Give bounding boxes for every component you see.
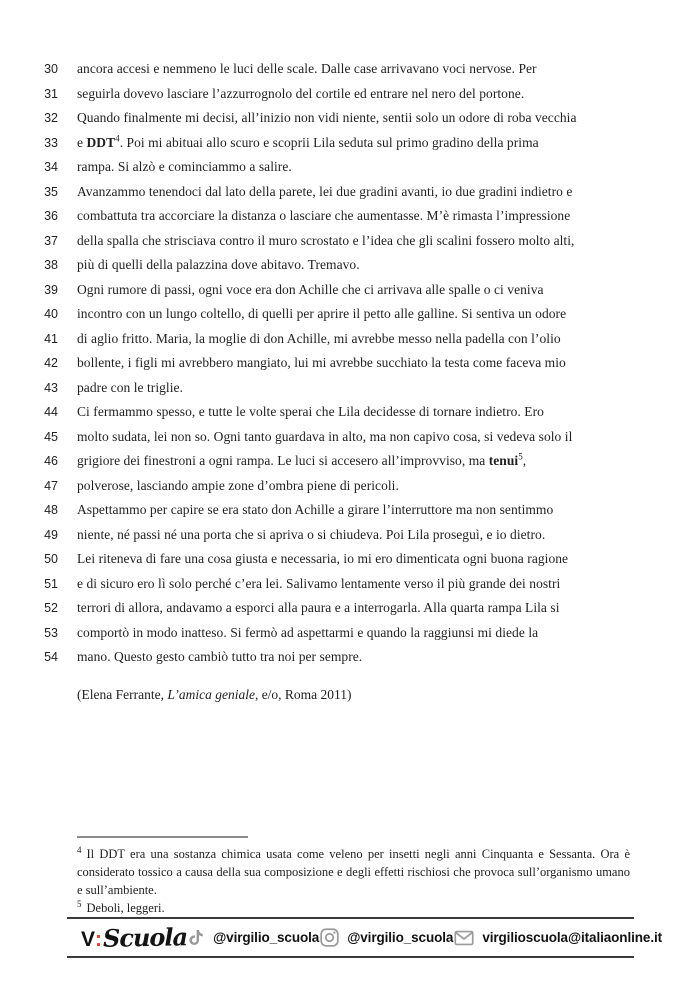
line-text: seguirla dovevo lasciare l’azzurrognolo del cortile ed entrare nel nero del portone. (77, 85, 525, 101)
line-number: 48 (44, 503, 58, 517)
text-line (0, 351, 698, 376)
text-line (0, 572, 698, 597)
line-text: Ci fermammo spesso, e tutte le volte sperai che Lila decidesse di tornare indietro. Ero (77, 404, 544, 419)
line-text: padre con le triglie. (77, 379, 184, 395)
logo-letter-v: V (81, 928, 96, 951)
text-line (0, 449, 698, 474)
line-number: 42 (44, 356, 58, 370)
text-line (0, 645, 698, 670)
line-text: terrori di allora, andavamo a esporci alla paura e a interrogarla. Alla quarta rampa Lila si (77, 600, 560, 615)
footnotes-list (77, 845, 630, 917)
line-text: mano. Questo gesto cambiò tutto tra noi per sempre. (77, 649, 363, 664)
text-line (0, 596, 698, 621)
instagram-contact[interactable] (319, 927, 453, 948)
text-line (0, 253, 698, 278)
line-number: 53 (44, 625, 58, 640)
text-line (0, 474, 698, 499)
footnote (77, 899, 630, 917)
line-number: 43 (44, 380, 58, 395)
line-text: comportò in modo inatteso. Si fermò ad aspettarmi e quando la raggiunsi mi diede la (77, 624, 539, 640)
text-line (0, 82, 698, 107)
tiktok-icon (187, 928, 206, 947)
text-body (0, 57, 698, 670)
text-line (0, 621, 698, 646)
line-text: combattuta tra accorciare la distanza o lasciare che aumentasse. M’è rimasta l’impressione (77, 208, 571, 223)
text-line (0, 229, 698, 254)
line-text: e DDT$^4$. Poi mi abituai allo scuro e scoprii Lila seduta sul primo gradino della prima (77, 133, 539, 150)
line-text: bollente, i figli mi avrebbero mangiato, lui mi avrebbe succhiato la testa come faceva mio (77, 355, 566, 370)
text-line (0, 131, 698, 156)
line-text: della spalla che strisciava contro il muro scrostato e l’idea che gli scalini fossero molto alti, (77, 232, 575, 248)
line-number: 52 (44, 601, 58, 615)
text-line (0, 106, 698, 131)
text-line (0, 425, 698, 450)
line-text: Lei riteneva di fare una cosa giusta e necessaria, io mi ero dimenticata ogni buona ragione (77, 551, 569, 566)
footnote-text: Deboli, leggeri. (86, 901, 165, 915)
line-number: 36 (44, 209, 58, 223)
line-number: 37 (44, 233, 58, 248)
line-text: incontro con un lungo coltello, di quelli per aprire il petto alle galline. Si sentiva un odore (77, 306, 567, 321)
text-area (0, 57, 698, 705)
line-number: 45 (44, 429, 58, 444)
line-number: 33 (44, 135, 58, 150)
line-number: 47 (44, 478, 58, 493)
line-text: Avanzammo tenendoci dal lato della parete, lei due gradini avanti, io due gradini indietro e (77, 183, 573, 199)
line-text: Quando finalmente mi decisi, all’inizio non vidi niente, sentii solo un odore di roba vecchia (77, 110, 577, 125)
line-text: polverose, lasciando ampie zone d’ombra piene di pericoli. (77, 477, 399, 493)
brand-logo (81, 923, 187, 952)
text-line (0, 376, 698, 401)
line-text: rampa. Si alzò e cominciammo a salire. (77, 159, 292, 174)
line-text: Aspettammo per capire se era stato don Achille a girare l’interruttore ma non sentimmo (77, 502, 554, 517)
email-contact[interactable] (453, 927, 662, 949)
line-number: 31 (44, 86, 58, 101)
line-number: 39 (44, 282, 58, 297)
text-line (0, 278, 698, 303)
citation: (Elena Ferrante, L’amica geniale, e/o, Roma 2011) (77, 686, 352, 702)
email-icon (453, 927, 475, 949)
line-number: 50 (44, 552, 58, 566)
footnote-marker: 5 (77, 898, 82, 909)
email-address: virgilioscuola@italiaonline.it (482, 930, 663, 945)
line-number: 30 (44, 62, 58, 76)
text-line (0, 204, 698, 229)
footnote-marker: 4 (77, 844, 82, 855)
line-number: 49 (44, 527, 58, 542)
footnotes-section (77, 836, 630, 917)
text-line (0, 400, 698, 425)
logo-colon: : (95, 928, 103, 951)
page-footer (67, 917, 663, 958)
line-number: 40 (44, 307, 58, 321)
line-number: 46 (44, 454, 58, 468)
tiktok-handle: @virgilio_scuola (213, 930, 320, 945)
line-text: più di quelli della palazzina dove abitavo. Tremavo. (77, 257, 360, 272)
line-text: Ogni rumore di passi, ogni voce era don Achille che ci arrivava alle spalle o ci veniva (77, 281, 544, 297)
text-line (0, 57, 698, 82)
text-line (0, 498, 698, 523)
instagram-handle: @virgilio_scuola (347, 930, 454, 945)
line-number: 35 (44, 184, 58, 199)
line-number: 34 (44, 160, 58, 174)
line-number: 51 (44, 576, 58, 591)
line-number: 38 (44, 258, 58, 272)
line-text: molto sudata, lei non so. Ogni tanto guardava in alto, ma non capivo cosa, si vedeva solo il (77, 428, 573, 444)
line-text: e di sicuro ero lì solo perché c’era lei. Salivamo lentamente verso il più grande dei nostri (77, 575, 561, 591)
line-text: ancora accesi e nemmeno le luci delle scale. Dalle case arrivavano voci nervose. Per (77, 61, 537, 76)
text-line (0, 523, 698, 548)
line-text: niente, né passi né una porta che si apriva o si chiudeva. Poi Lila proseguì, e io dietro. (77, 526, 546, 542)
text-line (0, 327, 698, 352)
tiktok-contact[interactable] (187, 928, 319, 947)
line-number: 44 (44, 405, 58, 419)
logo-name: Scuola (102, 922, 188, 953)
instagram-icon (319, 927, 340, 948)
footnote (77, 845, 630, 899)
line-number: 32 (44, 111, 58, 125)
line-text: grigiore dei finestroni a ogni rampa. Le luci si accesero all’improvviso, ma tenui$^5$, (77, 451, 527, 468)
footnote-separator (77, 836, 248, 838)
footnote-text: Il DDT era una sostanza chimica usata come veleno per insetti negli anni Cinquanta e Sessanta. Ora è considerato tossico a causa della sua composizione e degli effetti rischiosi che provoca sull’organismo umano e sull’ambiente. (77, 847, 630, 897)
line-text: di aglio fritto. Maria, la moglie di don Achille, mi avrebbe messo nella padella con l’olio (77, 330, 561, 346)
text-line (0, 302, 698, 327)
text-line (0, 180, 698, 205)
text-line (0, 155, 698, 180)
line-number: 54 (44, 650, 58, 664)
line-number: 41 (44, 331, 58, 346)
text-line (0, 547, 698, 572)
